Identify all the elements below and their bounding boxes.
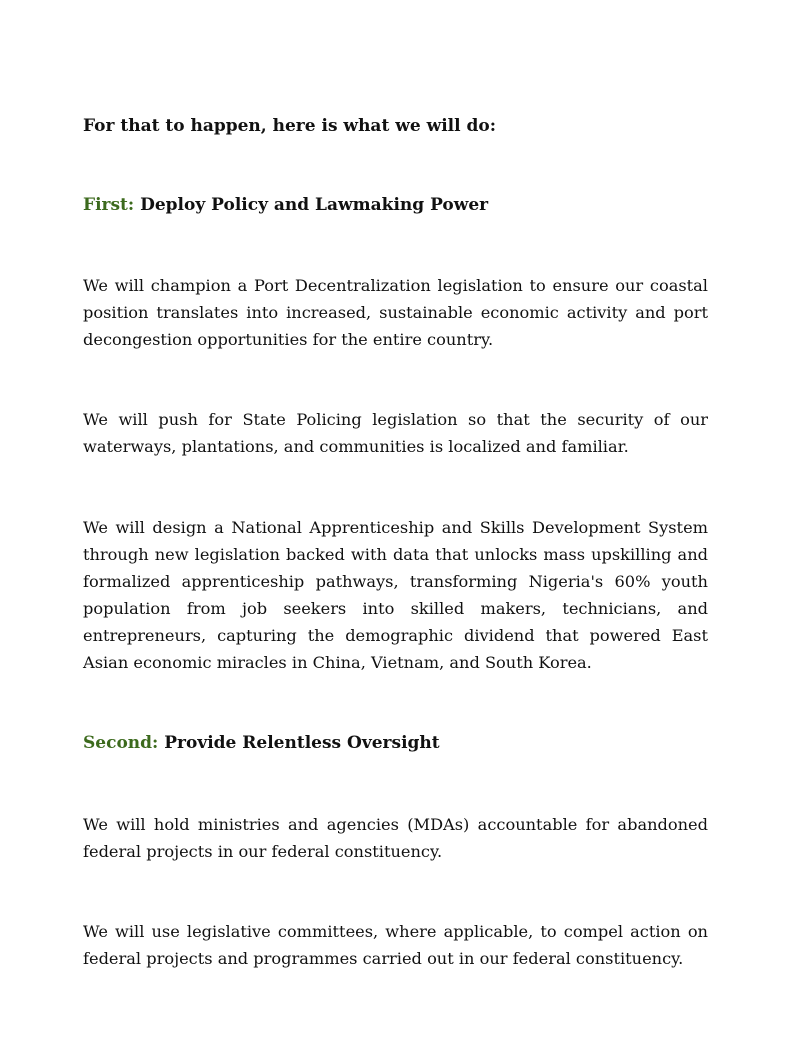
section-title: Provide Relentless Oversight [164,733,440,753]
paragraph-state-policing: We will push for State Policing legislation so that the security of our waterways, plantations, and communities is localized and familiar. [83,410,708,456]
paragraph-mda-accountability: We will hold ministries and agencies (MDAs) accountable for abandoned federal projects in our federal constituency. [83,815,708,861]
paragraph-apprenticeship: We will design a National Apprenticeship and Skills Development System through new legislation backed with data that unlocks mass upskilling and formalized apprenticeship pathways, transforming Nigeria's 60% youth population from job seekers into skilled makers, technicians, and entrepreneurs, capturing the demographic dividend that powered East Asian economic miracles in China, Vietnam, and South Korea. [83,518,708,672]
intro-statement: For that to happen, here is what we will do: [83,116,497,136]
section-lead-label: Second: [83,733,159,753]
section-lead-label: First: [83,195,135,215]
section-title: Deploy Policy and Lawmaking Power [140,195,489,215]
section-heading-second [83,730,708,757]
paragraph-port-decentralization: We will champion a Port Decentralization legislation to ensure our coastal position translates into increased, sustainable economic activity and port decongestion opportunities for the entire country. [83,276,708,349]
paragraph-legislative-committees: We will use legislative committees, where applicable, to compel action on federal projects and programmes carried out in our federal constituency. [83,922,708,968]
section-heading-first [83,192,708,219]
